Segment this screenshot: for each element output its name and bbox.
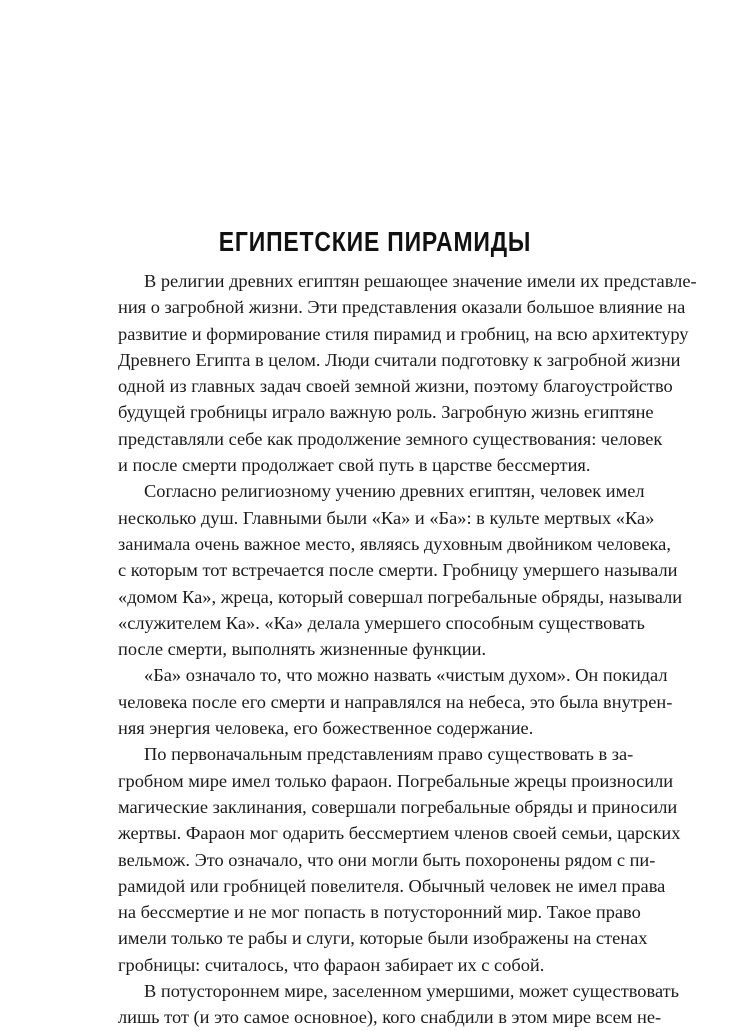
paragraph [118, 978, 680, 1031]
text-line: «служителем Ка». «Ка» делала умершего способным существовать [118, 612, 645, 633]
text-line: с которым тот встречается после смерти. Гробницу умершего называли [118, 560, 678, 581]
text-line: рамидой или гробницей повелителя. Обычный человек не имел права [118, 875, 666, 896]
text-line: представляли себе как продолжение земного существования: человек [118, 428, 663, 449]
paragraph [118, 478, 683, 662]
text-line: гробном мире имел только фараон. Погребальные жрецы произносили [118, 770, 674, 791]
text-line: «Ба» означало то, что можно назвать «чистым духом». Он покидал [144, 665, 668, 686]
chapter-title: ЕГИПЕТСКИЕ ПИРАМИДЫ [218, 226, 532, 257]
paragraph [118, 741, 681, 978]
text-line: Древнего Египта в целом. Люди считали подготовку к загробной жизни [118, 349, 681, 370]
text-line: будущей гробницы играло важную роль. Загробную жизнь египтяне [118, 402, 654, 423]
text-line: «домом Ка», жреца, который совершал погребальные обряды, называли [118, 586, 683, 607]
text-line: развитие и формирование стиля пирамид и гробниц, на всю архитектуру [118, 323, 689, 344]
text-line: гробницы: считалось, что фараон забирает их с собой. [118, 954, 545, 975]
text-line: Согласно религиозному учению древних египтян, человек имел [144, 481, 645, 502]
text-line: магические заклинания, совершали погребальные обряды и приносили [118, 796, 678, 817]
text-line: после смерти, выполнять жизненные функции. [118, 639, 487, 660]
text-line: занимала очень важное место, являясь духовным двойником человека, [118, 533, 671, 554]
text-line: лишь тот (и это самое основное), кого снабдили в этом мире всем не- [118, 1007, 662, 1028]
text-line: вельмож. Это означало, что они могли быть похоронены рядом с пи- [118, 849, 656, 870]
paragraph [118, 268, 697, 478]
text-line: человека после его смерти и направлялся на небеса, это была внутрен- [118, 691, 673, 712]
text-line: В потустороннем мире, заселенном умершими, может существовать [144, 981, 680, 1002]
body-text [118, 268, 697, 1031]
text-line: В религии древних египтян решающее значение имели их представле- [144, 271, 697, 291]
text-line: ния о загробной жизни. Эти представления оказали большое влияние на [118, 297, 686, 318]
text-line: По первоначальным представлениям право существовать в за- [144, 744, 634, 765]
text-line: няя энергия человека, его божественное содержание. [118, 718, 534, 739]
text-line: несколько душ. Главными были «Ка» и «Ба»: в культе мертвых «Ка» [118, 507, 655, 528]
text-line: имели только те рабы и слуги, которые были изображены на стенах [118, 928, 648, 949]
text-line: одной из главных задач своей земной жизни, поэтому благоустройство [118, 376, 673, 397]
text-line: и после смерти продолжает свой путь в царстве бессмертия. [118, 455, 591, 476]
text-line: жертвы. Фараон мог одарить бессмертием членов своей семьи, царских [118, 823, 681, 844]
paragraph [118, 662, 673, 741]
text-line: на бессмертие и не мог попасть в потусторонний мир. Такое право [118, 902, 641, 923]
